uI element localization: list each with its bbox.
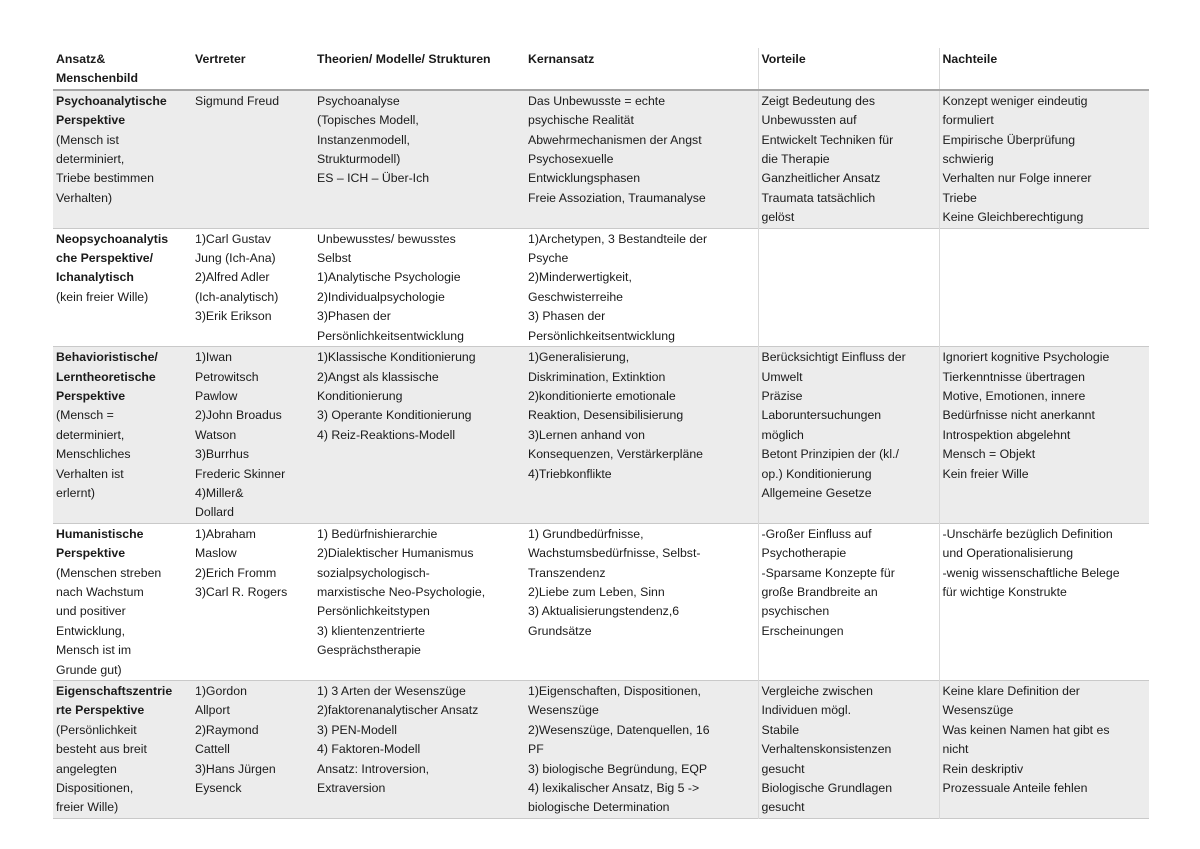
cell-line: Frederic Skinner — [195, 466, 286, 481]
cell-line: Zeigt Bedeutung des — [761, 93, 875, 108]
cell-line: (Mensch = — [56, 408, 114, 423]
cell-line: Humanistische — [56, 526, 144, 541]
cell-line: determiniert, — [56, 427, 125, 442]
cell-line: ES – ICH – Über-Ich — [317, 171, 430, 186]
cell-line: Laboruntersuchungen — [761, 408, 882, 423]
cell-line: 2)John Broadus — [195, 408, 282, 423]
cell-line: Umwelt — [761, 369, 803, 384]
cell-line: Dispositionen, — [56, 781, 134, 796]
cell-theories — [314, 347, 525, 524]
cell-line: Wesenszüge — [528, 703, 599, 718]
cell-line: 2)konditionierte emotionale — [528, 388, 676, 403]
cell-line: Entwicklung, — [56, 623, 126, 638]
header-core-text: Kernansatz — [528, 52, 595, 66]
cell-line: 2)Liebe zum Leben, Sinn — [528, 584, 665, 599]
cell-pros — [758, 681, 939, 819]
cell-line: rte Perspektive — [56, 703, 145, 718]
cell-line: Strukturmodell) — [317, 152, 401, 167]
cell-line: Vergleiche zwischen — [761, 684, 873, 698]
cell-line: möglich — [761, 427, 804, 442]
cell-approach — [53, 681, 192, 819]
cell-line: -Großer Einfluss auf — [761, 526, 872, 541]
cell-line: Was keinen Namen hat gibt es — [942, 722, 1110, 737]
cell-line: (Ich-analytisch) — [195, 289, 279, 304]
cell-line: 4)Triebkonflikte — [528, 466, 612, 481]
cell-line: 1) Grundbedürfnisse, — [528, 526, 644, 541]
table-row — [53, 523, 1149, 680]
cell-line: Wachstumsbedürfnisse, Selbst- — [528, 546, 701, 561]
cell-line: Petrowitsch — [195, 369, 259, 384]
cell-line: Unbewusstes/ bewusstes — [317, 231, 456, 246]
cell-line: 3) Phasen der — [528, 309, 606, 324]
cell-line: 2)Wesenszüge, Datenquellen, 16 — [528, 722, 710, 737]
cell-line: determiniert, — [56, 152, 125, 167]
cell-line: 3)Erik Erikson — [195, 309, 272, 324]
cell-line: Triebe bestimmen — [56, 171, 154, 186]
cell-line: 2)Minderwertigkeit, — [528, 270, 632, 285]
cell-line: 3)Burrhus — [195, 447, 249, 462]
cell-line: -wenig wissenschaftliche Belege — [942, 565, 1120, 580]
cell-line: Abwehrmechanismen der Angst — [528, 132, 702, 147]
cell-line: Grunde gut) — [56, 662, 122, 677]
cell-line: 3) PEN-Modell — [317, 722, 397, 737]
cell-line: 1)Abraham — [195, 526, 256, 541]
table-row — [53, 347, 1149, 524]
header-approach-text: Ansatz& Menschenbild — [56, 52, 138, 86]
cell-core — [525, 681, 758, 819]
cell-line: Menschliches — [56, 447, 131, 462]
header-theories-text: Theorien/ Modelle/ Strukturen — [317, 52, 491, 66]
cell-line: und positiver — [56, 604, 126, 619]
cell-line: 3)Lernen anhand von — [528, 427, 645, 442]
cell-line: Pawlow — [195, 388, 238, 403]
cell-line: Betont Prinzipien der (kl./ — [761, 447, 899, 462]
cell-line: Behavioristische/ — [56, 350, 158, 365]
cell-core — [525, 523, 758, 680]
cell-theories — [314, 90, 525, 228]
table-row — [53, 228, 1149, 346]
cell-line: Ignoriert kognitive Psychologie — [942, 350, 1110, 365]
cell-line: sozialpsychologisch- — [317, 565, 430, 580]
cell-line: Rein deskriptiv — [942, 761, 1024, 776]
cell-cons — [939, 681, 1149, 819]
cell-line: Eigenschaftszentrie — [56, 684, 173, 698]
header-pros — [758, 48, 939, 90]
cell-cons — [939, 523, 1149, 680]
cell-theories — [314, 681, 525, 819]
cell-core — [525, 90, 758, 228]
header-pros-text: Vorteile — [761, 52, 806, 66]
cell-representatives — [192, 681, 314, 819]
cell-line: Ichanalytisch — [56, 270, 134, 285]
cell-line: Entwickelt Techniken für — [761, 132, 894, 147]
cell-line: (Mensch ist — [56, 132, 119, 147]
cell-line: Perspektive — [56, 113, 126, 128]
cell-cons — [939, 90, 1149, 228]
cell-line: Lerntheoretische — [56, 369, 156, 384]
cell-line: 3)Hans Jürgen — [195, 761, 276, 776]
cell-line: 4)Miller& — [195, 485, 244, 500]
cell-line: Verhalten nur Folge innerer — [942, 171, 1092, 186]
cell-line: Eysenck — [195, 781, 242, 796]
cell-line: 2)Individualpsychologie — [317, 289, 445, 304]
cell-line: -Unschärfe bezüglich Definition — [942, 526, 1113, 541]
cell-line: Allgemeine Gesetze — [761, 485, 872, 500]
cell-line: gelöst — [761, 210, 795, 225]
cell-line: che Perspektive/ — [56, 251, 154, 266]
cell-line: Ansatz: Introversion, — [317, 761, 430, 776]
cell-line: Selbst — [317, 251, 352, 266]
cell-line: freier Wille) — [56, 800, 119, 815]
cell-pros — [758, 523, 939, 680]
cell-line: erlernt) — [56, 485, 95, 500]
cell-line: 1)Carl Gustav — [195, 231, 271, 246]
header-approach — [53, 48, 192, 90]
perspectives-table — [53, 48, 1149, 819]
cell-line: (Menschen streben — [56, 565, 162, 580]
cell-line: Diskrimination, Extinktion — [528, 369, 666, 384]
cell-line: Perspektive — [56, 388, 126, 403]
cell-line: (kein freier Wille) — [56, 289, 149, 304]
cell-line: Kein freier Wille — [942, 466, 1029, 481]
cell-line: Psychoanalyse — [317, 93, 400, 108]
cell-line: gesucht — [761, 761, 805, 776]
cell-pros — [758, 347, 939, 524]
cell-line: 2)Erich Fromm — [195, 565, 277, 580]
cell-line: Verhaltenskonsistenzen — [761, 742, 892, 757]
cell-line: biologische Determination — [528, 800, 670, 815]
cell-line: Mensch = Objekt — [942, 447, 1036, 462]
header-representatives-text: Vertreter — [195, 52, 246, 66]
cell-line: 3) biologische Begründung, EQP — [528, 761, 708, 776]
cell-approach — [53, 228, 192, 346]
cell-line: Sigmund Freud — [195, 93, 280, 108]
cell-line: Psyche — [528, 251, 569, 266]
header-theories — [314, 48, 525, 90]
cell-line: Geschwisterreihe — [528, 289, 623, 304]
cell-line: Stabile — [761, 722, 800, 737]
cell-line: 2)Alfred Adler — [195, 270, 270, 285]
cell-pros — [758, 90, 939, 228]
cell-line: Das Unbewusste = echte — [528, 93, 666, 108]
cell-line: Freie Assoziation, Traumanalyse — [528, 190, 706, 205]
cell-line: Persönlichkeitsentwicklung — [528, 328, 675, 343]
cell-line: 4) Faktoren-Modell — [317, 742, 421, 757]
cell-line: Individuen mögl. — [761, 703, 852, 718]
cell-line: 4) lexikalischer Ansatz, Big 5 -> — [528, 781, 700, 796]
cell-line: für wichtige Konstrukte — [942, 584, 1067, 599]
cell-line: marxistische Neo-Psychologie, — [317, 584, 486, 599]
cell-line: Konzept weniger eindeutig — [942, 93, 1088, 108]
cell-line: Bedürfnisse nicht anerkannt — [942, 408, 1095, 423]
cell-line: 2)Angst als klassische — [317, 369, 439, 384]
header-cons — [939, 48, 1149, 90]
cell-approach — [53, 90, 192, 228]
cell-theories — [314, 523, 525, 680]
cell-line: Cattell — [195, 742, 230, 757]
cell-line: Dollard — [195, 505, 234, 520]
table-row — [53, 681, 1149, 819]
cell-line: Traumata tatsächlich — [761, 190, 876, 205]
cell-line: 1)Eigenschaften, Dispositionen, — [528, 684, 701, 698]
cell-line: 2)Raymond — [195, 722, 259, 737]
cell-line: die Therapie — [761, 152, 830, 167]
cell-cons — [939, 347, 1149, 524]
cell-line: gesucht — [761, 800, 805, 815]
table-body — [53, 90, 1149, 819]
cell-line: Persönlichkeitsentwicklung — [317, 328, 464, 343]
header-core — [525, 48, 758, 90]
cell-line: Erscheinungen — [761, 623, 844, 638]
cell-line: -Sparsame Konzepte für — [761, 565, 895, 580]
cell-line: Gesprächstherapie — [317, 643, 421, 658]
cell-line: Entwicklungsphasen — [528, 171, 641, 186]
cell-line: (Topisches Modell, — [317, 113, 419, 128]
cell-line: (Persönlichkeit — [56, 722, 137, 737]
cell-line: nicht — [942, 742, 969, 757]
cell-line: op.) Konditionierung — [761, 466, 872, 481]
cell-line: 1)Iwan — [195, 350, 232, 365]
cell-line: schwierig — [942, 152, 994, 167]
cell-line: Verhalten ist — [56, 466, 124, 481]
cell-representatives — [192, 523, 314, 680]
cell-line: 1) Bedürfnishierarchie — [317, 526, 438, 541]
cell-line: 3) Operante Konditionierung — [317, 408, 472, 423]
cell-line: 3)Carl R. Rogers — [195, 584, 288, 599]
cell-line: 1)Archetypen, 3 Bestandteile der — [528, 231, 708, 246]
cell-line: Konditionierung — [317, 388, 403, 403]
cell-line: 2)faktorenanalytischer Ansatz — [317, 703, 479, 718]
cell-line: Motive, Emotionen, innere — [942, 388, 1086, 403]
cell-theories — [314, 228, 525, 346]
cell-line: Verhalten) — [56, 190, 113, 205]
cell-pros — [758, 228, 939, 346]
cell-line: Allport — [195, 703, 230, 718]
cell-line: Unbewussten auf — [761, 113, 857, 128]
cell-line: Biologische Grundlagen — [761, 781, 893, 796]
cell-line: Introspektion abgelehnt — [942, 427, 1071, 442]
cell-line: Grundsätze — [528, 623, 592, 638]
cell-line: 1)Klassische Konditionierung — [317, 350, 476, 365]
cell-line: formuliert — [942, 113, 994, 128]
cell-line: 2)Dialektischer Humanismus — [317, 546, 474, 561]
cell-line: besteht aus breit — [56, 742, 147, 757]
cell-representatives — [192, 228, 314, 346]
cell-line: Mensch ist im — [56, 643, 132, 658]
cell-line: 1) 3 Arten der Wesenszüge — [317, 684, 466, 698]
cell-approach — [53, 347, 192, 524]
cell-line: Konsequenzen, Verstärkerpläne — [528, 447, 704, 462]
cell-line: 3) klientenzentrierte — [317, 623, 425, 638]
cell-line: Präzise — [761, 388, 803, 403]
cell-line: Ganzheitlicher Ansatz — [761, 171, 881, 186]
cell-line: Psychotherapie — [761, 546, 847, 561]
cell-line: 3) Aktualisierungstendenz,6 — [528, 604, 680, 619]
cell-line: Prozessuale Anteile fehlen — [942, 781, 1088, 796]
cell-line: große Brandbreite an — [761, 584, 878, 599]
cell-line: nach Wachstum — [56, 584, 144, 599]
cell-representatives — [192, 90, 314, 228]
cell-approach — [53, 523, 192, 680]
cell-line: Keine Gleichberechtigung — [942, 210, 1084, 225]
cell-line: Psychoanalytische — [56, 93, 167, 108]
header-cons-text: Nachteile — [942, 52, 998, 66]
cell-core — [525, 347, 758, 524]
cell-line: Maslow — [195, 546, 237, 561]
cell-line: und Operationalisierung — [942, 546, 1074, 561]
cell-line: 1)Analytische Psychologie — [317, 270, 461, 285]
cell-line: 1)Generalisierung, — [528, 350, 630, 365]
cell-line: 4) Reiz-Reaktions-Modell — [317, 427, 456, 442]
cell-line: Persönlichkeitstypen — [317, 604, 430, 619]
cell-line: 1)Gordon — [195, 684, 247, 698]
header-representatives — [192, 48, 314, 90]
cell-line: Berücksichtigt Einfluss der — [761, 350, 906, 365]
cell-line: Jung (Ich-Ana) — [195, 251, 276, 266]
table-header-row — [53, 48, 1149, 90]
table-row — [53, 90, 1149, 228]
cell-line: Perspektive — [56, 546, 126, 561]
cell-line: Extraversion — [317, 781, 386, 796]
document-page — [53, 48, 1149, 819]
cell-line: Empirische Überprüfung — [942, 132, 1076, 147]
cell-line: Transzendenz — [528, 565, 606, 580]
cell-line: Instanzenmodell, — [317, 132, 410, 147]
cell-line: psychische Realität — [528, 113, 634, 128]
cell-line: Tierkenntnisse übertragen — [942, 369, 1085, 384]
cell-line: Triebe — [942, 190, 977, 205]
cell-line: psychischen — [761, 604, 830, 619]
cell-line: Keine klare Definition der — [942, 684, 1080, 698]
cell-line: 3)Phasen der — [317, 309, 391, 324]
cell-representatives — [192, 347, 314, 524]
cell-line: Wesenszüge — [942, 703, 1014, 718]
cell-line: Watson — [195, 427, 237, 442]
cell-core — [525, 228, 758, 346]
cell-line: Neopsychoanalytis — [56, 231, 169, 246]
cell-line: PF — [528, 742, 544, 757]
cell-line: Psychosexuelle — [528, 152, 614, 167]
cell-line: Reaktion, Desensibilisierung — [528, 408, 684, 423]
cell-cons — [939, 228, 1149, 346]
cell-line: angelegten — [56, 761, 117, 776]
